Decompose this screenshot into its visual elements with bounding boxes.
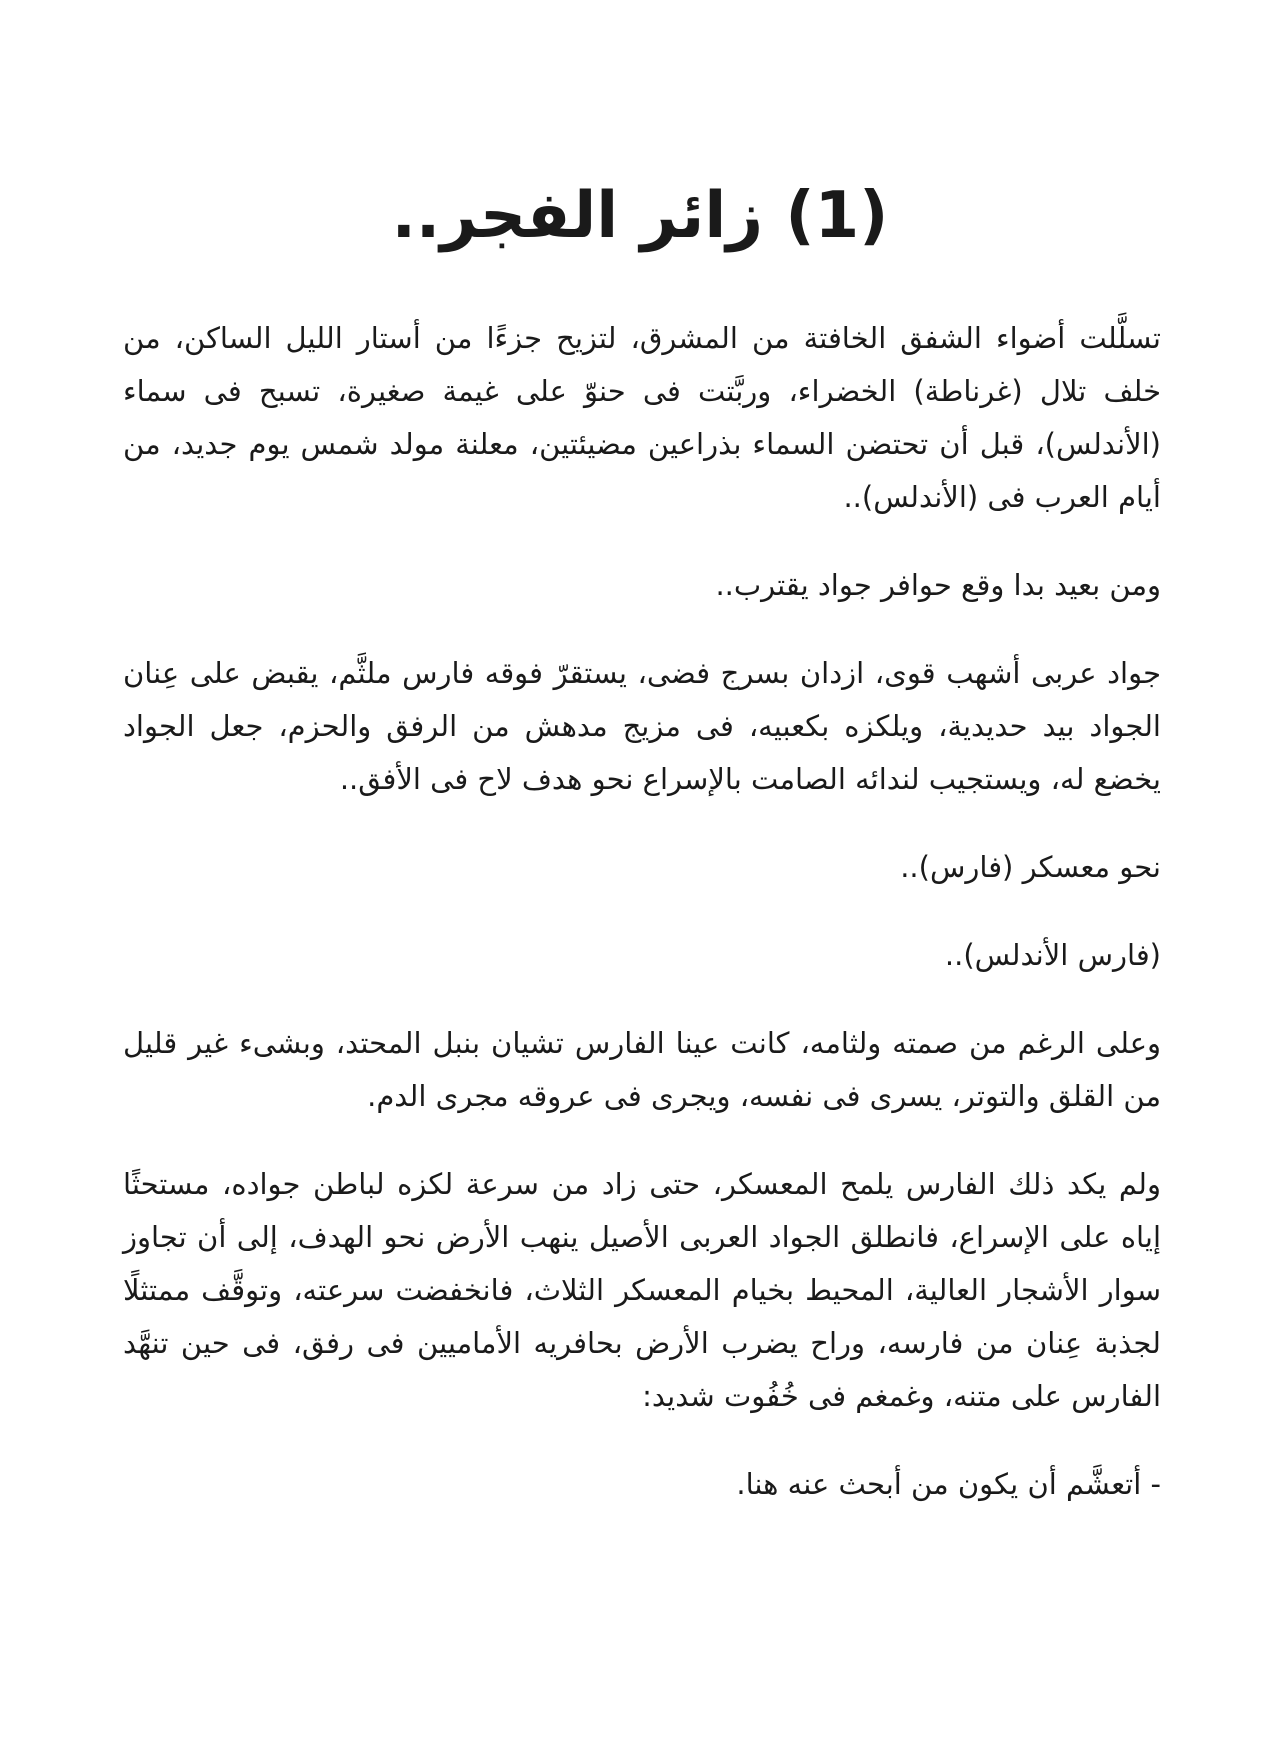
paragraph: تسلَّلت أضواء الشفق الخافتة من المشرق، لتزيح جزءًا من أستار الليل الساكن، من خلف تلال (غرناطة) الخضراء، وربَّتت فى حنوّ على غيمة صغيرة، تسبح فى سماء (الأندلس)، قبل أن تحتضن السماء بذراعين مضيئتين، معلنة مولد شمس يوم جديد، من أيام العرب فى (الأندلس).. [123, 321, 1161, 514]
paragraph: وعلى الرغم من صمته ولثامه، كانت عينا الفارس تشيان بنبل المحتد، وبشىء غير قليل من القلق والتوتر، يسرى فى نفسه، ويجرى فى عروقه مجرى الدم. [123, 1026, 1161, 1113]
paragraph: نحو معسكر (فارس).. [900, 850, 1161, 884]
chapter-title: (1) زائر الفجر.. [391, 179, 889, 253]
paragraph: جواد عربى أشهب قوى، ازدان بسرج فضى، يستقرّ فوقه فارس ملثَّم، يقبض على عِنان الجواد بيد حديدية، ويلكزه بكعبيه، فى مزيج مدهش من الرفق والحزم، جعل الجواد يخضع له، ويستجيب لندائه الصامت بالإسراع نحو هدف لاح فى الأفق.. [123, 656, 1161, 796]
paragraph: - أتعشَّم أن يكون من أبحث عنه هنا. [736, 1467, 1161, 1501]
paragraph: ولم يكد ذلك الفارس يلمح المعسكر، حتى زاد من سرعة لكزه لباطن جواده، مستحثًا إياه على الإسراع، فانطلق الجواد العربى الأصيل ينهب الأرض نحو الهدف، إلى أن تجاوز سوار الأشجار العالية، المحيط بخيام المعسكر الثلاث، فانخفضت سرعته، وتوقَّف ممتثلًا لجذبة عِنان من فارسه، وراح يضرب الأرض بحافريه الأماميين فى رفق، فى حين تنهَّد الفارس على متنه، وغمغم فى خُفُوت شديد: [123, 1167, 1161, 1413]
chapter-body [123, 312, 1161, 1546]
paragraph: ومن بعيد بدا وقع حوافر جواد يقترب.. [715, 568, 1161, 602]
paragraph: (فارس الأندلس).. [944, 938, 1161, 972]
